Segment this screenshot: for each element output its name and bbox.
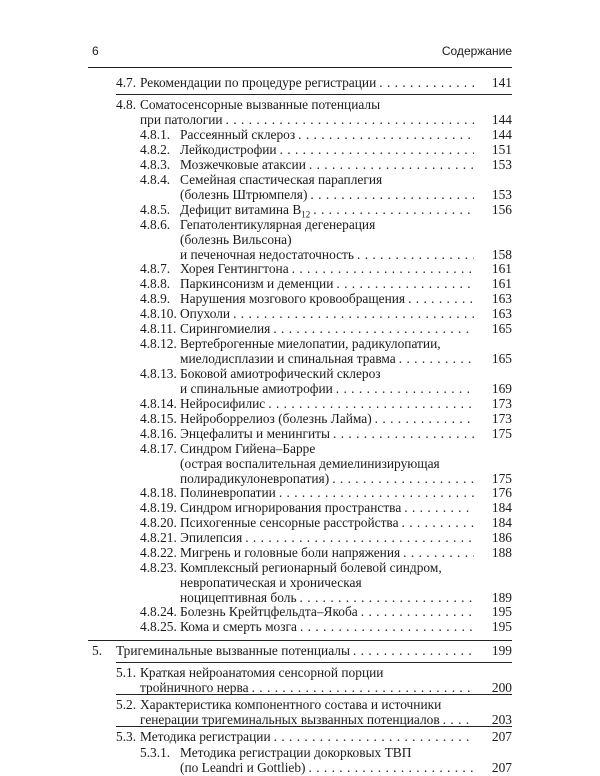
toc-entry-line: Краткая нейроанатомия сенсорной порции <box>140 666 384 680</box>
page-header <box>88 40 512 60</box>
toc-entry-page: 184 <box>491 515 512 530</box>
toc-entry-line: Кома и смерть мозга . . . <box>180 620 474 635</box>
toc-entry-line: Полиневропатии . . . <box>180 486 474 501</box>
table-of-contents <box>88 70 512 775</box>
toc-entry-number: 4.8.2. <box>140 142 171 157</box>
toc-entry-line: Рекомендации по процедуре регистрации . . . <box>140 76 474 91</box>
toc-entry-line: Синдром Гийена–Барре <box>180 442 316 456</box>
toc-entry-title <box>180 262 474 277</box>
toc-entry-number: 4.8.4. <box>140 172 171 187</box>
toc-entry-page: 188 <box>491 545 512 560</box>
toc-entry-page: 158 <box>491 246 512 262</box>
section-title: Содержание <box>441 44 512 58</box>
toc-entry-line: Мигрень и головные боли напряжения . . . <box>180 546 474 561</box>
toc-entry-title <box>180 501 474 516</box>
toc-entry-page: 141 <box>491 75 512 90</box>
toc-entry-line: Опухоли . . . <box>180 307 474 322</box>
section-divider <box>116 94 512 95</box>
toc-entry-title <box>180 143 474 158</box>
toc-entry-title <box>180 397 474 412</box>
toc-entry-line: Дефицит витамина $B_{12}$ . . . <box>180 203 474 218</box>
toc-entry-page: 144 <box>491 127 512 142</box>
toc-entry-line: миелодисплазии и спинальная травма . . . <box>180 352 474 367</box>
toc-entry-page: 176 <box>491 485 512 500</box>
toc-entry-line: (болезнь Штрюмпеля) . . . <box>180 188 474 203</box>
toc-entry-title <box>180 307 474 322</box>
toc-entry-page: 161 <box>491 261 512 276</box>
toc-entry-line: Комплексный регионарный болевой синдром, <box>180 561 442 575</box>
toc-entry-line: Тригеминальные вызванные потенциалы . . . <box>116 644 474 659</box>
toc-entry-number: 4.7. <box>116 75 137 90</box>
toc-entry-number: 4.8.13. <box>140 366 177 381</box>
toc-entry-page: 163 <box>491 291 512 306</box>
toc-entry-number: 4.8.22. <box>140 545 177 560</box>
toc-entry-title <box>180 746 474 776</box>
toc-entry-line: полирадикулоневропатия) . . . <box>180 472 474 487</box>
toc-entry-title <box>180 605 474 620</box>
toc-entry-line: Эпилепсия . . . <box>180 531 474 546</box>
toc-entry-title <box>180 561 474 605</box>
toc-entry-line: ноцицептивная боль . . . <box>180 591 474 606</box>
toc-entry-number: 4.8. <box>116 97 137 112</box>
toc-entry-line: (острая воспалительная демиелинизирующая <box>180 456 440 471</box>
toc-entry-number: 4.8.11. <box>140 321 177 336</box>
section-divider <box>116 694 512 695</box>
toc-entry-line: (болезнь Вильсона) <box>180 232 292 247</box>
toc-entry-number: 4.8.14. <box>140 396 177 411</box>
toc-entry-line: и спинальные амиотрофии . . . <box>180 382 474 397</box>
toc-entry-line: Методика регистрации . . . <box>140 730 474 745</box>
toc-entry-title <box>180 412 474 427</box>
toc-entry-line: Семейная спастическая параплегия <box>180 173 383 187</box>
toc-entry-page: 165 <box>491 321 512 336</box>
toc-entry-title <box>180 531 474 546</box>
toc-entry-title <box>180 277 474 292</box>
toc-entry-number: 4.8.18. <box>140 485 177 500</box>
toc-entry-line: Психогенные сенсорные расстройства . . . <box>180 516 474 531</box>
toc-entry-title <box>180 203 474 218</box>
toc-entry-line: Мозжечковые атаксии . . . <box>180 158 474 173</box>
toc-entry-number: 4.8.12. <box>140 336 177 351</box>
toc-entry-number: 4.8.5. <box>140 202 171 217</box>
toc-entry-number: 4.8.10. <box>140 306 177 321</box>
toc-entry-number: 4.8.21. <box>140 530 177 545</box>
toc-entry-line: тройничного нерва . . . <box>140 681 474 696</box>
toc-entry-page: 207 <box>491 759 512 775</box>
toc-entry-line: Энцефалиты и менингиты . . . <box>180 427 474 442</box>
toc-entry-page: 195 <box>491 619 512 634</box>
toc-entry-page: 165 <box>491 350 512 366</box>
toc-entry-title <box>180 128 474 143</box>
toc-entry-number: 5.3.1. <box>140 745 171 760</box>
toc-entry-number: 4.8.1. <box>140 127 171 142</box>
toc-entry-line: (по Leandri и Gottlieb) . . . <box>180 761 474 776</box>
toc-entry-title <box>140 98 474 128</box>
section-divider <box>116 726 512 727</box>
toc-entry-number: 4.8.19. <box>140 500 177 515</box>
toc-entry-line: Соматосенсорные вызванные потенциалы <box>140 98 381 112</box>
toc-entry-line: Вертеброгенные миелопатии, радикулопатии, <box>180 337 441 351</box>
toc-entry-line: невропатическая и хроническая <box>180 575 362 590</box>
page-number: 6 <box>92 44 99 58</box>
toc-entry-line: Синдром игнорирования пространства . . . <box>180 501 474 516</box>
toc-entry-number: 4.8.20. <box>140 515 177 530</box>
toc-entry-line: Боковой амиотрофический склероз <box>180 367 381 381</box>
toc-entry-number: 5.3. <box>116 729 137 744</box>
toc-entry-page: 184 <box>491 500 512 515</box>
toc-entry-line: Лейкодистрофии . . . <box>180 143 474 158</box>
toc-entry-page: 195 <box>491 604 512 619</box>
toc-entry-title <box>180 427 474 442</box>
toc-entry-number: 4.8.15. <box>140 411 177 426</box>
toc-entry-title <box>116 644 474 659</box>
toc-entry-line: Паркинсонизм и деменции . . . <box>180 277 474 292</box>
toc-entry-page: 207 <box>491 729 512 744</box>
section-divider <box>116 662 512 663</box>
toc-entry-page: 199 <box>491 643 512 658</box>
subscript: 12 <box>301 209 311 218</box>
toc-entry-page: 161 <box>491 276 512 291</box>
toc-entry-page: 156 <box>491 202 512 217</box>
toc-entry-number: 5.2. <box>116 697 137 712</box>
toc-entry-page: 173 <box>491 411 512 426</box>
toc-entry-page: 144 <box>491 111 512 127</box>
toc-entry-number: 4.8.16. <box>140 426 177 441</box>
toc-entry-title <box>180 218 474 262</box>
toc-entry-number: 4.8.25. <box>140 619 177 634</box>
toc-entry-line: Нейроборрелиоз (болезнь Лайма) . . . <box>180 412 474 427</box>
toc-entry-title <box>180 546 474 561</box>
toc-entry-page: 153 <box>491 186 512 202</box>
toc-entry-line: при патологии . . . <box>140 113 474 128</box>
toc-entry-title <box>140 666 474 696</box>
toc-entry-page: 175 <box>491 470 512 486</box>
toc-entry-line: Хорея Гентингтона . . . <box>180 262 474 277</box>
toc-entry-page: 189 <box>491 589 512 605</box>
toc-entry-page: 151 <box>491 142 512 157</box>
toc-entry-number: 4.8.24. <box>140 604 177 619</box>
toc-entry-title <box>180 620 474 635</box>
toc-entry-page: 175 <box>491 426 512 441</box>
toc-entry-line: Нейросифилис . . . <box>180 397 474 412</box>
section-divider <box>88 640 512 641</box>
toc-entry-line: Сирингомиелия . . . <box>180 322 474 337</box>
toc-entry-number: 4.8.7. <box>140 261 171 276</box>
toc-entry-line: и печеночная недостаточность . . . <box>180 248 474 263</box>
toc-entry-title <box>180 367 474 397</box>
toc-entry-line: Болезнь Крейтцфельдта–Якоба . . . <box>180 605 474 620</box>
toc-entry-title <box>180 322 474 337</box>
toc-entry-number: 4.8.6. <box>140 217 171 232</box>
toc-entry-title <box>140 76 474 91</box>
toc-entry-page: 200 <box>491 679 512 695</box>
toc-entry-line: Методика регистрации докорковых ТВП <box>180 746 412 760</box>
toc-entry-title <box>140 698 474 728</box>
toc-entry-number: 4.8.17. <box>140 441 177 456</box>
toc-entry-page: 153 <box>491 157 512 172</box>
toc-entry-number: 4.8.3. <box>140 157 171 172</box>
toc-entry-page: 173 <box>491 396 512 411</box>
toc-entry-title <box>180 442 474 486</box>
toc-entry-line: Рассеянный склероз . . . <box>180 128 474 143</box>
toc-entry-number: 5. <box>92 643 103 658</box>
toc-entry-line: Нарушения мозгового кровообращения . . . <box>180 292 474 307</box>
toc-entry-title <box>180 158 474 173</box>
toc-entry-page: 169 <box>491 380 512 396</box>
toc-entry-title <box>140 730 474 745</box>
toc-entry-line: генерации тригеминальных вызванных потенциалов . . . <box>140 713 474 728</box>
toc-entry-title <box>180 292 474 307</box>
toc-entry-number: 4.8.8. <box>140 276 171 291</box>
toc-entry-number: 4.8.9. <box>140 291 171 306</box>
toc-entry-line: Гепатолентикулярная дегенерация <box>180 218 376 232</box>
toc-entry-page: 163 <box>491 306 512 321</box>
toc-entry-number: 5.1. <box>116 665 137 680</box>
toc-entry-title <box>180 516 474 531</box>
toc-entry-title <box>180 173 474 203</box>
toc-entry-line: Характеристика компонентного состава и источники <box>140 698 442 712</box>
header-divider <box>88 67 512 68</box>
toc-entry-title <box>180 337 474 367</box>
toc-entry-page: 203 <box>491 711 512 727</box>
toc-entry-title <box>180 486 474 501</box>
toc-entry-page: 186 <box>491 530 512 545</box>
toc-entry-number: 4.8.23. <box>140 560 177 575</box>
